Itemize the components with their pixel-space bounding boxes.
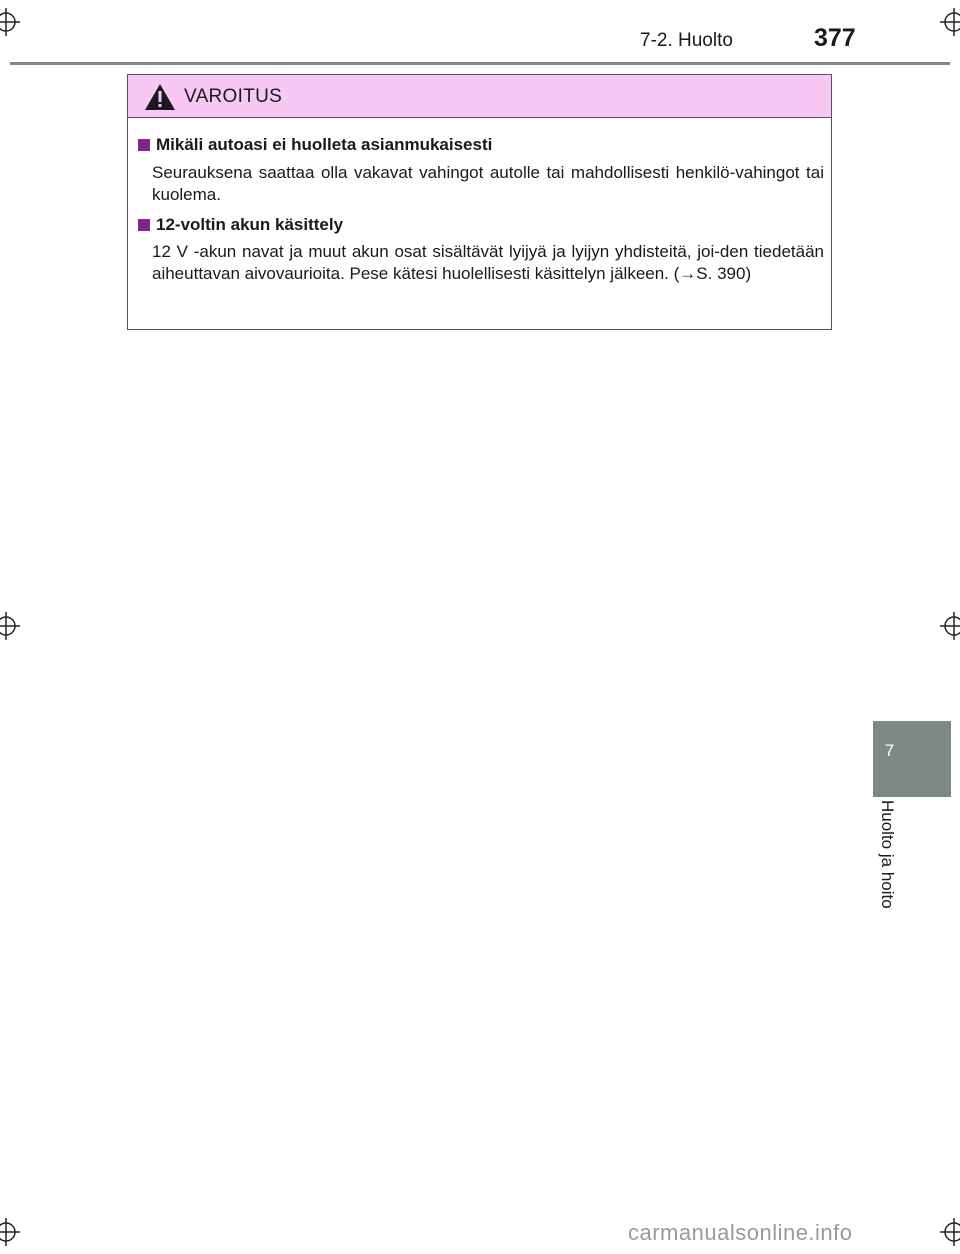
page-number: 377 [814,24,856,52]
crop-mark-bottom-right [940,1218,960,1246]
crop-mark-mid-left [0,612,20,640]
warning-item-heading-text: Mikäli autoasi ei huolleta asianmukaisesti [156,135,493,154]
warning-item-text: 12 V -akun navat ja muut akun osat sisältävät lyijyä ja lyijyn yhdisteitä, joi-den tiedetään aiheuttavan aivovaurioita. Pese kätesi huolellisesti käsittelyn jälkeen. (→S. 390) [152,242,824,283]
crop-mark-mid-right [940,612,960,640]
warning-item-text: Seurauksena saattaa olla vakavat vahingot autolle tai mahdollisesti henkilö-vahingot tai kuolema. [152,163,824,204]
chapter-title: Huolto ja hoito [878,800,897,909]
chapter-number: 7 [884,741,895,760]
crop-mark-top-right [940,8,960,36]
crop-mark-top-left [0,8,20,36]
warning-item-heading-text: 12-voltin akun käsittely [156,215,344,234]
warning-box [127,74,832,330]
warning-item-heading [138,215,343,235]
header-rule [10,62,950,65]
warning-triangle-icon [144,83,176,111]
crop-mark-bottom-left [0,1218,20,1246]
warning-title: VAROITUS [184,86,283,107]
warning-header [128,75,831,118]
warning-item-heading [138,135,492,155]
square-bullet-icon [138,219,150,231]
section-title: 7-2. Huolto [640,30,733,51]
watermark: carmanualsonline.info [628,1220,853,1245]
square-bullet-icon [138,139,150,151]
